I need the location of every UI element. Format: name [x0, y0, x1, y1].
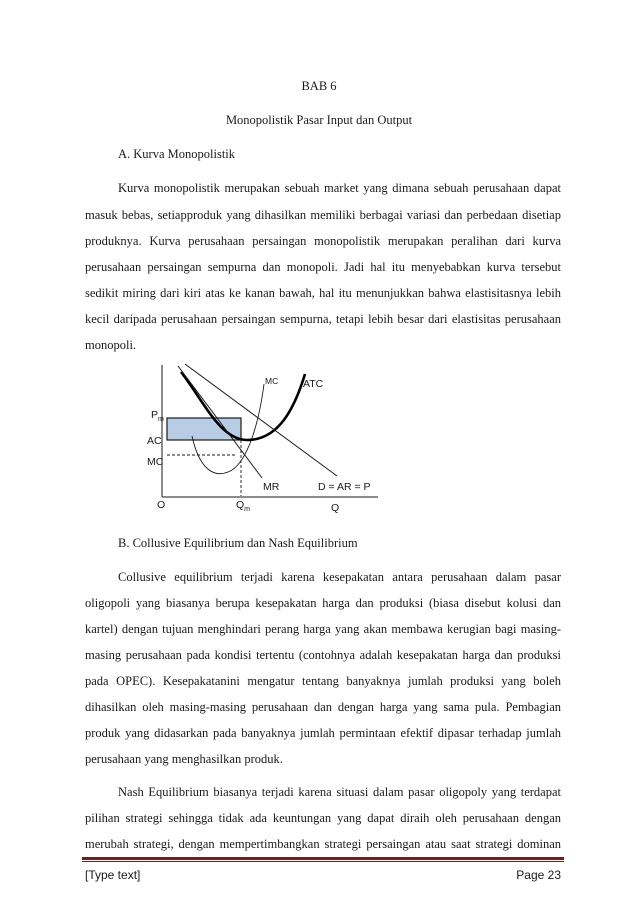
chapter-title: BAB 6: [301, 79, 337, 93]
profit-rectangle: [167, 418, 241, 440]
paragraph-b2-line: merubah strategi, dengan mempertimbangkan strategi persaingan atau saat strategi dominan: [85, 837, 561, 851]
section-a-heading: A. Kurva Monopolistik: [118, 147, 236, 161]
footer-rule-thick: [82, 857, 564, 860]
graph-label-mr: MR: [263, 481, 280, 493]
footer-left-text: [Type text]: [85, 868, 141, 882]
graph-label-mc-top: MC: [265, 376, 279, 386]
graph-label-qm: [236, 499, 250, 513]
footer-rule-thin: [82, 861, 564, 862]
paragraph-b2-line: pilihan strategi sehingga tidak ada keuntungan yang dapat diraih oleh perusahaan dengan: [85, 811, 561, 825]
section-b-heading: B. Collusive Equilibrium dan Nash Equilibrium: [118, 536, 358, 550]
paragraph-b1-line: oligopoli yang biasanya berupa kesepakatan harga dan produksi (biasa disebut kolusi dan: [85, 596, 561, 610]
graph-label-p-sub: m: [158, 416, 164, 424]
graph-label-ac: AC: [147, 435, 162, 447]
paragraph-a-line: monopoli.: [85, 338, 137, 352]
paragraph-b2-line: Nash Equilibrium biasanya terjadi karena situasi dalam pasar oligopoly yang terdapat: [118, 785, 561, 799]
paragraph-b1-line: pada OPEC). Kesepakatanini mengatur tentang banyaknya jumlah produksi yang boleh: [85, 674, 561, 688]
graph-label-q-sub: m: [244, 506, 251, 514]
paragraph-a-line: produknya. Kurva perusahaan persaingan monopolistik merupakan peralihan dari kurva: [85, 234, 561, 248]
paragraph-a-line: Kurva monopolistik merupakan sebuah market yang dimana sebuah perusahaan dapat: [118, 181, 561, 195]
graph-label-q-axis: Q: [331, 502, 340, 514]
graph-label-origin: O: [157, 499, 166, 511]
paragraph-b1-line: Collusive equilibrium terjadi karena kesepakatan antara perusahaan dalam pasar: [118, 570, 561, 584]
paragraph-b1-line: perusahaan yang menghasilkan produk.: [85, 752, 283, 766]
graph-label-p: P: [151, 409, 159, 421]
footer-page-number: Page 23: [516, 868, 561, 882]
paragraph-b1-line: masing perusahaan pada kondisi tertentu (contohnya adalah kesepakatan harga dan produksi: [85, 648, 561, 662]
graph-label-demand: D = AR = P: [318, 481, 371, 493]
paragraph-a-line: sedikit miring dari kiri atas ke kanan bawah, hal itu menunjukkan bahwa elastisitasnya lebih: [85, 286, 561, 300]
graph-label-atc: ATC: [303, 378, 324, 390]
graph-label-mc: MC: [147, 456, 164, 468]
paragraph-a-line: perusahaan persaingan sempurna dan monopoli. Jadi hal itu menyebabkan kurva tersebut: [85, 260, 561, 274]
paragraph-a-line: masuk bebas, setiapproduk yang dihasilkan memiliki berbagai variasi dan perbedaan disetiap: [85, 208, 561, 222]
paragraph-b1-line: dihasilkan oleh masing-masing perusahaan dan dengan harga yang sama pula. Pembagian: [85, 700, 561, 714]
paragraph-b1-line: produk yang didasarkan pada banyaknya jumlah permintaan efektif dipasar terhadap jumlah: [85, 726, 561, 740]
graph-label-q: Q: [236, 499, 245, 511]
paragraph-b1-line: kartel) dengan tujuan menghindari perang harga yang akan membawa kerugian bagi masing-: [85, 622, 561, 636]
graph-label-pm: [151, 409, 164, 423]
page-title: Monopolistik Pasar Input dan Output: [225, 113, 413, 127]
paragraph-a-line: kecil daripada perusahaan persaingan sempurna, tetapi lebih besar dari elastisitas perusahaan: [85, 312, 561, 326]
